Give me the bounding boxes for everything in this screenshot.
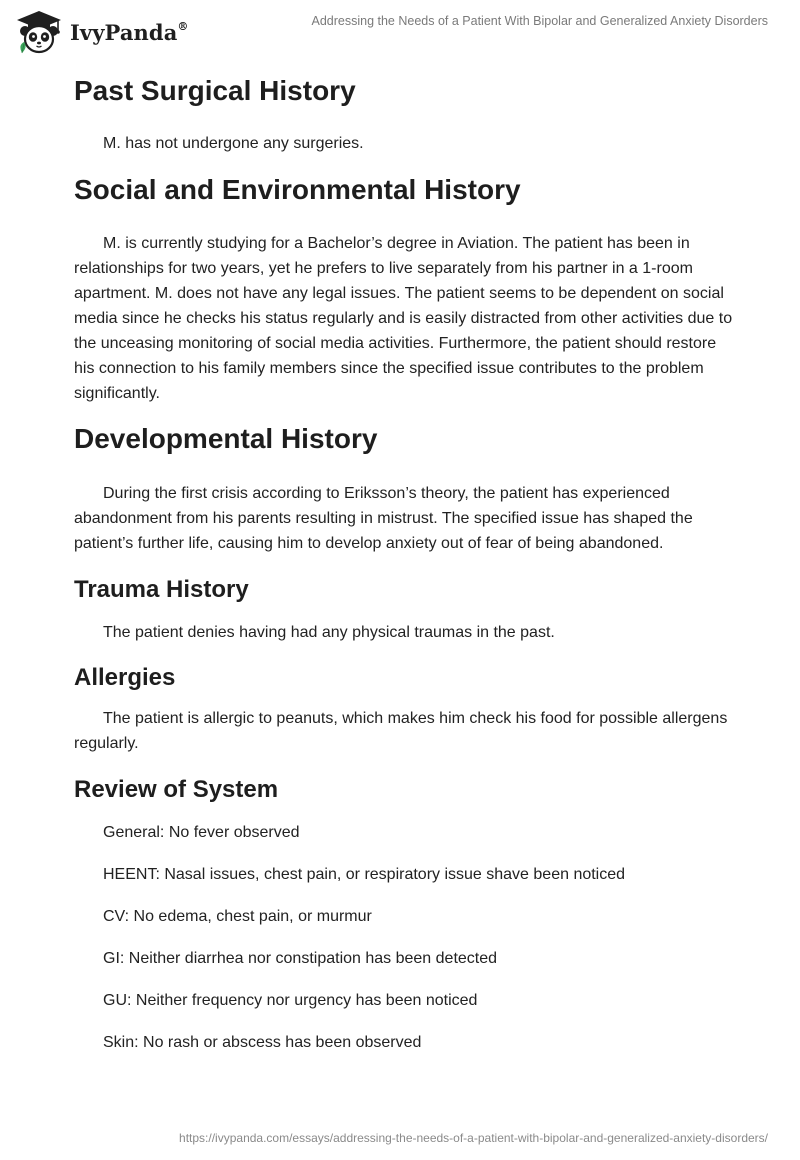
- section-paragraph: During the first crisis according to Eriksson’s theory, the patient has experienced abandonment from his parents resulting in mistrust. The specified issue has shaped the patient’s further life, causing him to develop anxiety out of fear of being abandoned.: [74, 484, 693, 552]
- section-heading: Trauma History: [74, 575, 249, 603]
- section-allergies: [74, 664, 734, 757]
- section-social-environmental-history: [74, 173, 734, 407]
- section-paragraph: The patient is allergic to peanuts, which makes him check his food for possible allergens regularly.: [74, 710, 728, 753]
- registered-mark: ®: [177, 19, 189, 33]
- section-heading: Review of System: [74, 776, 279, 804]
- review-item-general: General: No fever observed: [103, 824, 300, 842]
- review-item-skin: Skin: No rash or abscess has been observed: [103, 1034, 422, 1052]
- section-heading: Allergies: [74, 663, 176, 691]
- review-item-gi: GI: Neither diarrhea nor constipation has been detected: [103, 950, 498, 968]
- section-heading: Developmental History: [74, 423, 378, 455]
- section-paragraph: M. has not undergone any surgeries.: [103, 134, 364, 152]
- section-developmental-history: [74, 422, 734, 556]
- section-paragraph: M. is currently studying for a Bachelor’s degree in Aviation. The patient has been in relationships for two years, yet he prefers to live separately from his partner in a 1-room apartment. M. does not have any legal issues. The patient seems to be dependent on social media since he checks his status regularly and is easily distracted from other activities due to the unceasing monitoring of social media activities. Furthermore, the patient should restore his connection to his family members since the specified issue contributes to the problem significantly.: [74, 235, 733, 403]
- panda-graduation-cap-icon: [14, 9, 64, 55]
- section-past-surgical-history: [74, 74, 734, 156]
- source-url-link[interactable]: https://ivypanda.com/essays/addressing-the-needs-of-a-patient-with-bipolar-and-generalized-anxiety-disorders/: [179, 1131, 768, 1145]
- essay-content: [74, 70, 734, 1072]
- section-heading: Past Surgical History: [74, 75, 356, 106]
- review-item-gu: GU: Neither frequency nor urgency has been noticed: [103, 992, 478, 1010]
- document-title: Addressing the Needs of a Patient With Bipolar and Generalized Anxiety Disorders: [311, 14, 768, 28]
- section-trauma-history: [74, 576, 734, 645]
- review-of-system-list: [74, 820, 734, 1055]
- ivypanda-logo[interactable]: [14, 8, 189, 56]
- page-header: [0, 0, 800, 64]
- review-item-heent: HEENT: Nasal issues, chest pain, or respiratory issue shave been noticed: [103, 866, 626, 884]
- section-heading: Social and Environmental History: [74, 173, 521, 205]
- section-review-of-system: [74, 776, 734, 1055]
- section-paragraph: The patient denies having had any physical traumas in the past.: [103, 623, 555, 641]
- logo-wordmark: IvyPanda®: [70, 19, 189, 45]
- review-item-cv: CV: No edema, chest pain, or murmur: [103, 908, 372, 926]
